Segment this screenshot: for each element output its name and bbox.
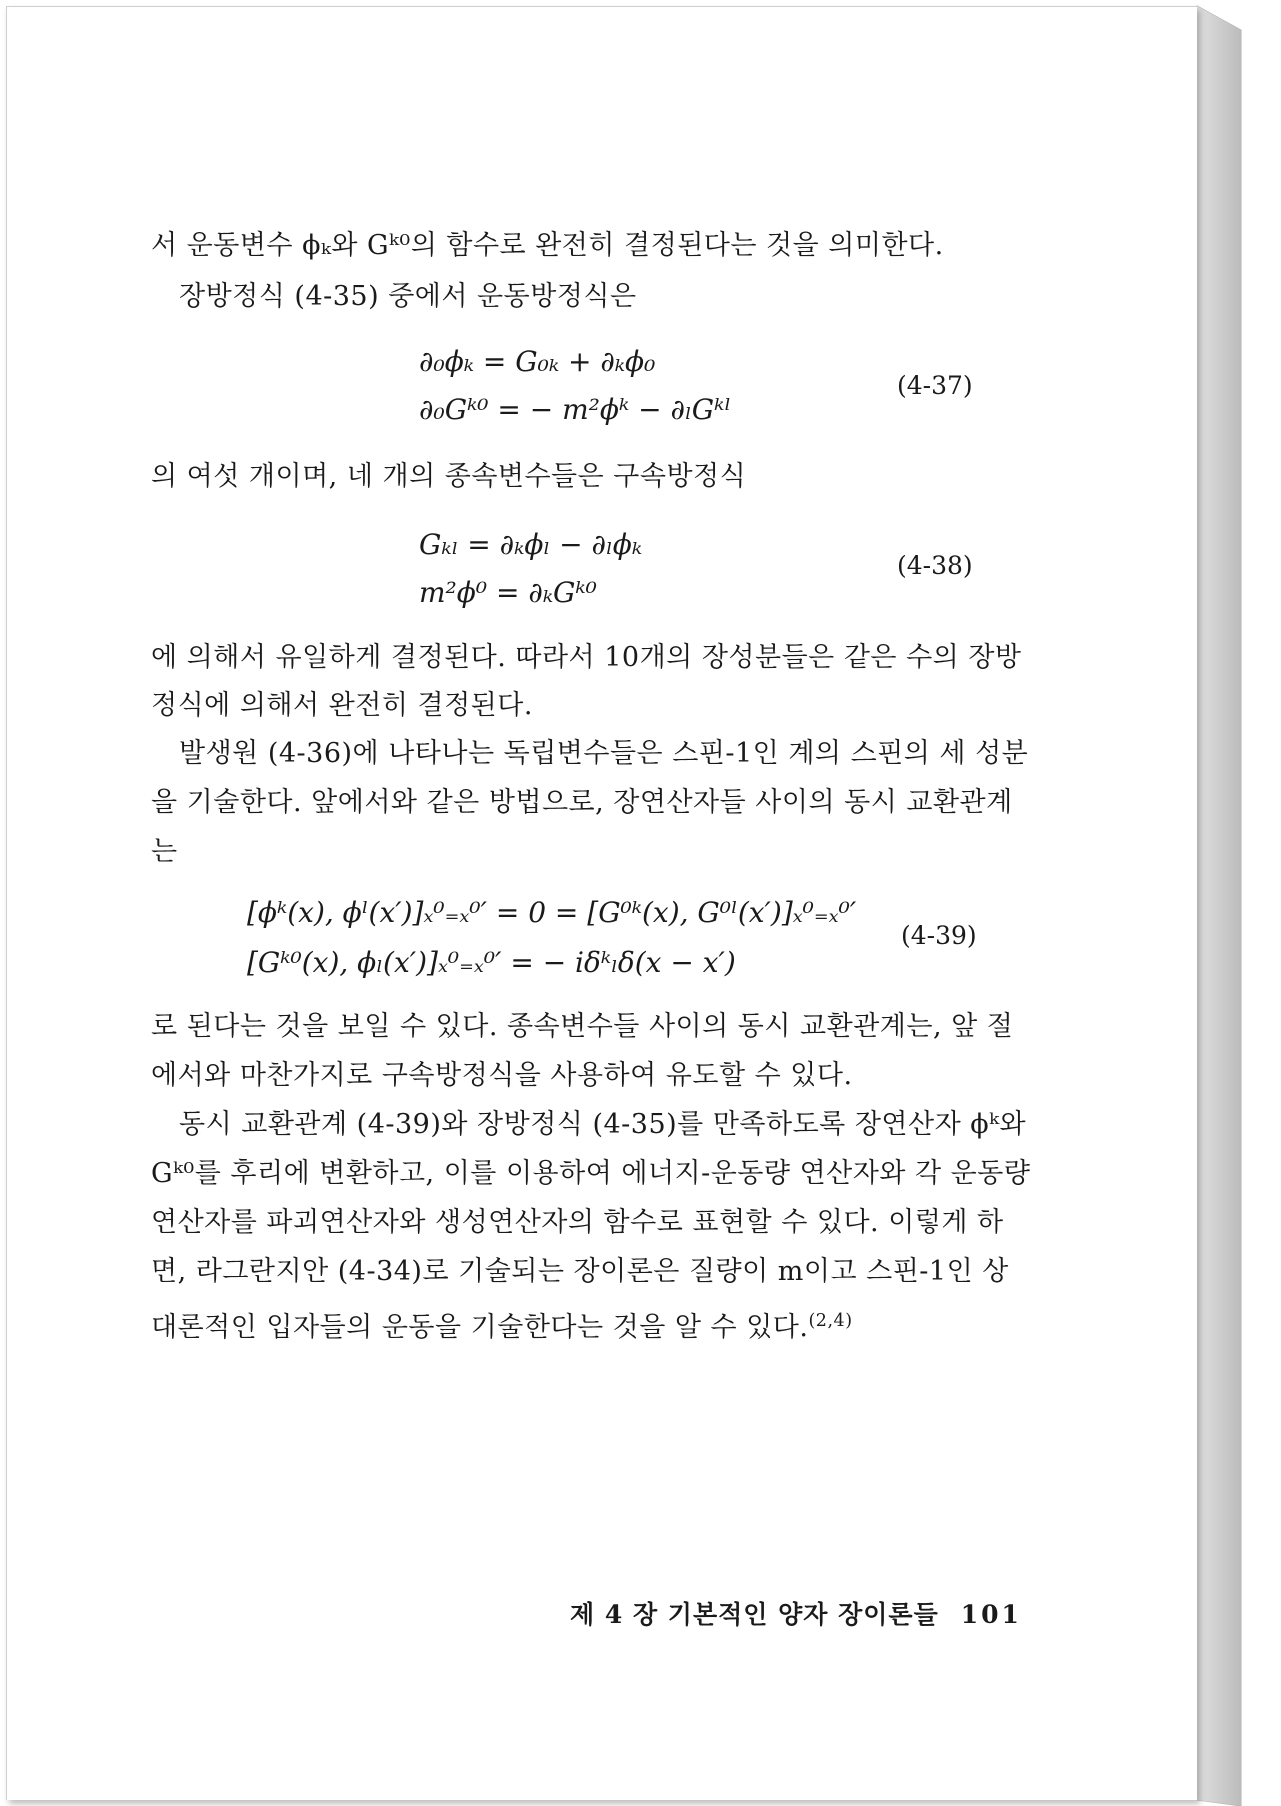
- text-line: 동시 교환관계 (4-39)와 장방정식 (4-35)를 만족하도록 장연산자 ϕᵏ와: [179, 1109, 1027, 1140]
- text-line: 을 기술한다. 앞에서와 같은 방법으로, 장연산자들 사이의 동시 교환관계: [151, 787, 1013, 818]
- text-line: 의 여섯 개이며, 네 개의 종속변수들은 구속방정식: [151, 461, 747, 492]
- equation-4-39-line-1: [ϕᵏ(x), ϕˡ(x′)]ₓ⁰₌ₓ⁰′ = 0 = [G⁰ᵏ(x), G⁰ˡ(x′)]ₓ⁰₌ₓ⁰′: [247, 896, 857, 929]
- equation-number-4-39: (4-39): [901, 921, 977, 950]
- text-line: 연산자를 파괴연산자와 생성연산자의 함수로 표현할 수 있다. 이렇게 하: [151, 1207, 1004, 1238]
- text-line: 에서와 마찬가지로 구속방정식을 사용하여 유도할 수 있다.: [151, 1060, 853, 1091]
- equation-4-39-line-2: [Gᵏ⁰(x), ϕₗ(x′)]ₓ⁰₌ₓ⁰′ = − iδᵏₗδ(x − x′): [247, 946, 736, 979]
- text-line: 발생원 (4-36)에 나타나는 독립변수들은 스핀-1인 계의 스핀의 세 성분: [179, 738, 1029, 769]
- book-page: [6, 6, 1197, 1800]
- page-number: 101: [960, 1600, 1022, 1629]
- equation-number-4-38: (4-38): [897, 551, 973, 580]
- text-segment: 대론적인 입자들의 운동을 기술한다는 것을 알 수 있다.: [151, 1312, 809, 1343]
- page-footer: [570, 1595, 1022, 1631]
- chapter-title: 제 4 장 기본적인 양자 장이론들: [570, 1600, 939, 1629]
- equation-4-38-line-1: Gₖₗ = ∂ₖϕₗ − ∂ₗϕₖ: [419, 528, 643, 561]
- text-line: 는: [151, 836, 178, 867]
- text-line: 정식에 의해서 완전히 결정된다.: [151, 690, 533, 721]
- text-line: 면, 라그란지안 (4-34)로 기술되는 장이론은 질량이 m이고 스핀-1인 상: [151, 1256, 1009, 1287]
- reference-superscript: (2,4): [808, 1311, 853, 1331]
- text-line: Gᵏ⁰를 후리에 변환하고, 이를 이용하여 에너지-운동량 연산자와 각 운동량: [151, 1158, 1031, 1189]
- equation-4-38-line-2: m²ϕ⁰ = ∂ₖGᵏ⁰: [419, 576, 597, 609]
- equation-number-4-37: (4-37): [897, 371, 973, 400]
- text-line: 에 의해서 유일하게 결정된다. 따라서 10개의 장성분들은 같은 수의 장방: [151, 642, 1022, 673]
- equation-4-37-line-2: ∂₀Gᵏ⁰ = − m²ϕᵏ − ∂ₗGᵏˡ: [419, 393, 732, 426]
- equation-4-37-line-1: ∂₀ϕₖ = G₀ₖ + ∂ₖϕ₀: [419, 345, 656, 378]
- text-line: 서 운동변수 ϕₖ와 Gᵏ⁰의 함수로 완전히 결정된다는 것을 의미한다.: [151, 230, 944, 261]
- text-line: 로 된다는 것을 보일 수 있다. 종속변수들 사이의 동시 교환관계는, 앞 절: [151, 1011, 1014, 1042]
- text-line-last: [151, 1304, 853, 1345]
- text-line: 장방정식 (4-35) 중에서 운동방정식은: [179, 281, 637, 312]
